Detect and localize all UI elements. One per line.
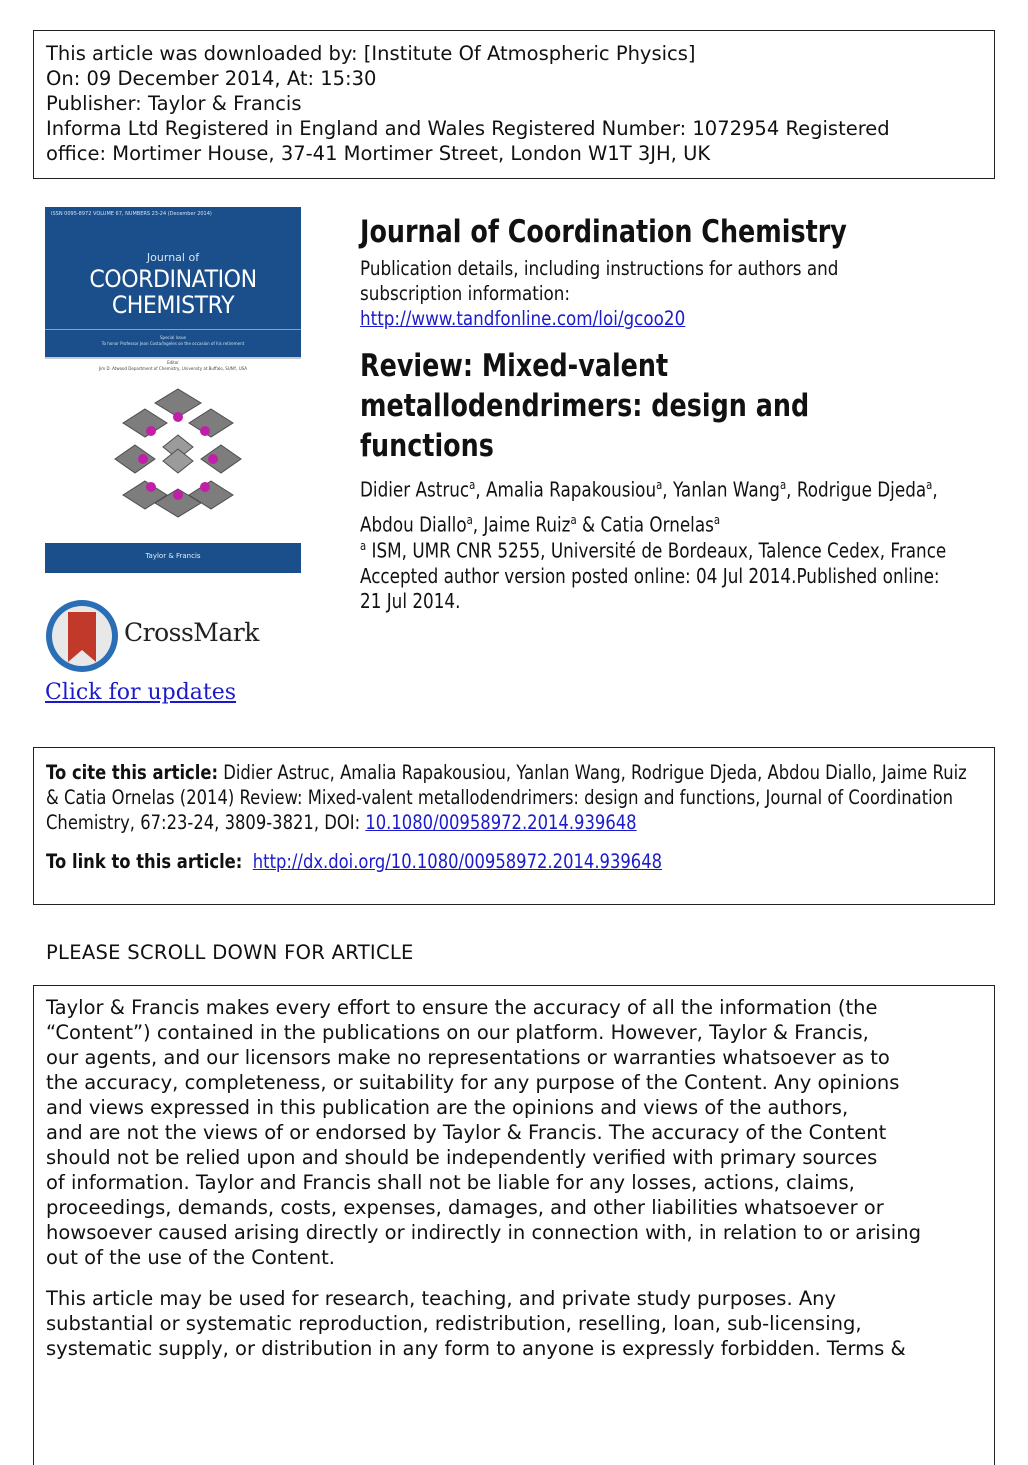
cover-honor-line: To honor Professor Jean Costa/Ingeles on the occasion of his retirement: [101, 341, 245, 346]
article-title-line: metallodendrimers: design and: [360, 388, 810, 424]
disclaimer-line: and are not the views of or endorsed by Taylor & Francis. The accuracy of the Content: [46, 1121, 887, 1144]
cover-divider: [45, 329, 301, 330]
author-affil-sup: a: [713, 512, 721, 527]
publication-dates: Accepted author version posted online: 04 Jul 2014.Published online: 21 Jul 2014.: [360, 563, 940, 613]
author-affil-sup: a: [656, 478, 663, 492]
affiliation-sup: a: [360, 539, 367, 553]
link-paragraph: [46, 849, 978, 874]
author-separator: ,: [786, 477, 797, 502]
author-name: Yanlan Wang: [672, 477, 780, 502]
disclaimer-line: our agents, and our licensors make no representations or warranties whatsoever as to: [46, 1046, 890, 1069]
disclaimer-paragraph-1: [46, 995, 982, 1270]
cite-text: Didier Astruc, Amalia Rapakousiou, Yanlan Wang, Rodrigue Djeda, Abdou Diallo, Jaime Ruiz & Catia Ornelas (2014) Review: Mixed-valent metallodendrimers: design and functions, Journal of Coordination Chemistry, 67:23-24, 3809-3821, DOI:: [46, 761, 967, 834]
author-affil-sup: a: [926, 478, 933, 492]
disclaimer-line: out of the use of the Content.: [46, 1246, 335, 1269]
cite-paragraph: [46, 760, 978, 835]
doi-link[interactable]: 10.1080/00958972.2014.939648: [365, 811, 637, 834]
disclaimer-line: howsoever caused arising directly or indirectly in connection with, in relation to or arising: [46, 1221, 921, 1244]
disclaimer-line: proceedings, demands, costs, expenses, damages, and other liabilities whatsoever or: [46, 1196, 884, 1219]
journal-title: Journal of Coordination Chemistry: [360, 214, 847, 250]
author-separator: ,: [932, 477, 938, 502]
journal-cover-image: [45, 207, 301, 573]
disclaimer-paragraph-2: [46, 1286, 982, 1361]
disclaimer-line: of information. Taylor and Francis shall not be liable for any losses, actions, claims,: [46, 1171, 855, 1194]
disclaimer-line: systematic supply, or distribution in any form to anyone is expressly forbidden. Terms &: [46, 1337, 906, 1360]
cover-molecule-graphic: [113, 383, 243, 523]
disclaimer-line: and views expressed in this publication are the opinions and views of the authors,: [46, 1096, 849, 1119]
affiliation-text: ISM, UMR CNR 5255, Université de Bordeaux, Talence Cedex, France: [366, 538, 947, 563]
cover-rule: [45, 357, 301, 359]
disclaimer-line: substantial or systematic reproduction, redistribution, reselling, loan, sub-licensing,: [46, 1312, 862, 1335]
author-name: Catia Ornelas: [600, 512, 714, 537]
link-label: To link to this article:: [46, 850, 243, 873]
cover-title-line1: COORDINATION: [89, 265, 257, 293]
disclaimer-line: Taylor & Francis makes every effort to ensure the accuracy of all the information (the: [46, 996, 878, 1019]
download-line: office: Mortimer House, 37-41 Mortimer Street, London W1T 3JH, UK: [46, 142, 711, 165]
journal-details: [360, 256, 928, 331]
author-affil-sup: a: [466, 512, 473, 527]
crossmark-badge[interactable]: [44, 598, 264, 674]
journal-details-line: subscription information:: [360, 282, 571, 305]
affiliation-block: [360, 534, 948, 614]
author-separator: ,: [472, 512, 484, 537]
disclaimer-line: This article may be used for research, teaching, and private study purposes. Any: [46, 1287, 837, 1310]
download-line: Publisher: Taylor & Francis: [46, 92, 302, 115]
crossmark-icon: [44, 598, 120, 674]
journal-details-line: Publication details, including instructions for authors and: [360, 257, 839, 280]
download-info-box: [33, 30, 995, 179]
click-for-updates-link[interactable]: Click for updates: [45, 680, 237, 705]
cover-issn-strip: ISSN 0095-8972 VOLUME 67, NUMBERS 23-24 (December 2014): [51, 211, 212, 217]
disclaimer-line: the accuracy, completeness, or suitability for any purpose of the Content. Any opinions: [46, 1071, 900, 1094]
cover-publisher-logo: Taylor & Francis: [145, 552, 201, 560]
author-list: [360, 470, 948, 539]
crossmark-label: CrossMark: [124, 618, 259, 647]
author-separator: ,: [662, 477, 673, 502]
article-title: [360, 346, 918, 466]
author-separator: ,: [475, 477, 487, 502]
author-name: Jaime Ruiz: [483, 512, 571, 537]
author-affil-sup: a: [469, 478, 476, 492]
author-affil-sup: a: [779, 478, 787, 492]
cite-label: To cite this article:: [46, 761, 219, 784]
author-name: Rodrigue Djeda: [796, 477, 927, 502]
article-title-line: functions: [360, 428, 494, 464]
journal-url-link[interactable]: http://www.tandfonline.com/loi/gcoo20: [360, 307, 686, 330]
cover-editor-line: Jim D. Atwood Department of Chemistry, University at Buffalo, SUNY, USA: [99, 366, 247, 371]
cover-journal-of: Journal of: [146, 251, 200, 264]
cover-title-line2: CHEMISTRY: [111, 291, 235, 319]
download-line: Informa Ltd Registered in England and Wales Registered Number: 1072954 Registered: [46, 117, 890, 140]
disclaimer-line: “Content”) contained in the publications on our platform. However, Taylor & Francis,: [46, 1021, 869, 1044]
article-url-link[interactable]: http://dx.doi.org/10.1080/00958972.2014.939648: [252, 850, 663, 873]
download-line: On: 09 December 2014, At: 15:30: [46, 67, 377, 90]
citation-box: [33, 747, 995, 905]
author-name: Didier Astruc: [360, 477, 470, 502]
disclaimer-line: should not be relied upon and should be independently verified with primary sources: [46, 1146, 878, 1169]
author-separator: &: [576, 512, 601, 537]
article-title-line: Review: Mixed-valent: [360, 348, 669, 384]
cover-special-issue: Special Issue: [159, 335, 187, 340]
author-name: Amalia Rapakousiou: [486, 477, 657, 502]
download-line: This article was downloaded by: [Institute Of Atmospheric Physics]: [46, 42, 696, 65]
disclaimer-box: [33, 985, 995, 1465]
scroll-down-notice: PLEASE SCROLL DOWN FOR ARTICLE: [46, 941, 414, 964]
cover-editor-label: Editor: [167, 360, 179, 365]
author-name: Abdou Diallo: [360, 512, 467, 537]
author-affil-sup: a: [570, 512, 577, 527]
